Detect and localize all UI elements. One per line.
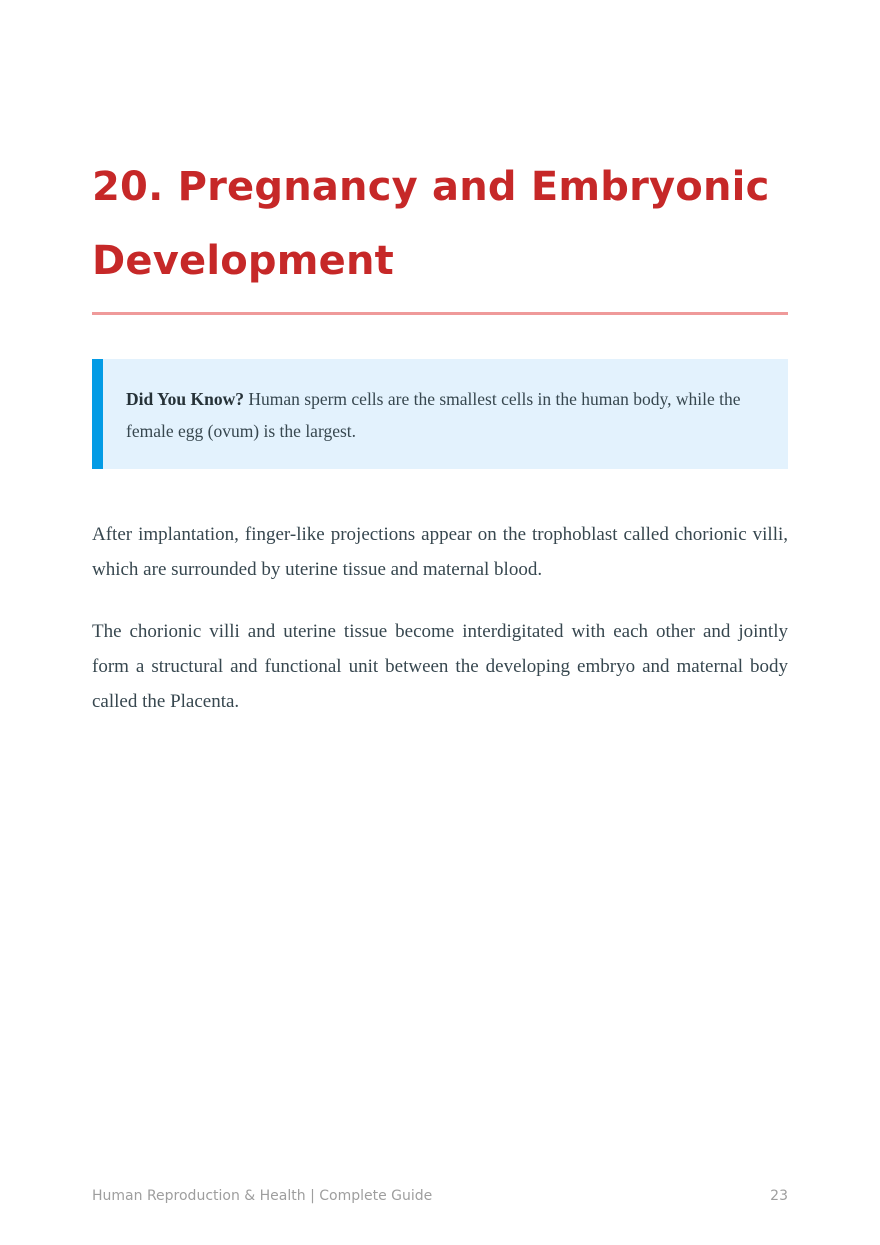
- footer-page-number: 23: [770, 1188, 788, 1204]
- title-divider: [92, 312, 788, 315]
- chapter-title-line-2: Development: [92, 238, 394, 284]
- chapter-title: [92, 150, 788, 298]
- footer-book-title: Human Reproduction & Health | Complete Guide: [92, 1188, 433, 1204]
- callout-text: Human sperm cells are the smallest cells in the human body, while the female egg (ovum) is the largest.: [126, 389, 741, 441]
- page-footer: [92, 1188, 788, 1210]
- body-paragraph-1: After implantation, finger-like projections appear on the trophoblast called chorionic villi, which are surrounded by uterine tissue and maternal blood.: [92, 524, 788, 580]
- callout-label: Did You Know?: [126, 389, 244, 409]
- did-you-know-callout: [92, 359, 788, 469]
- body-paragraph-2: The chorionic villi and uterine tissue become interdigitated with each other and jointly form a structural and functional unit between the developing embryo and maternal body called the Placenta.: [92, 621, 788, 712]
- chapter-title-line-1: 20. Pregnancy and Embryonic: [92, 164, 770, 210]
- page-content: [92, 150, 788, 719]
